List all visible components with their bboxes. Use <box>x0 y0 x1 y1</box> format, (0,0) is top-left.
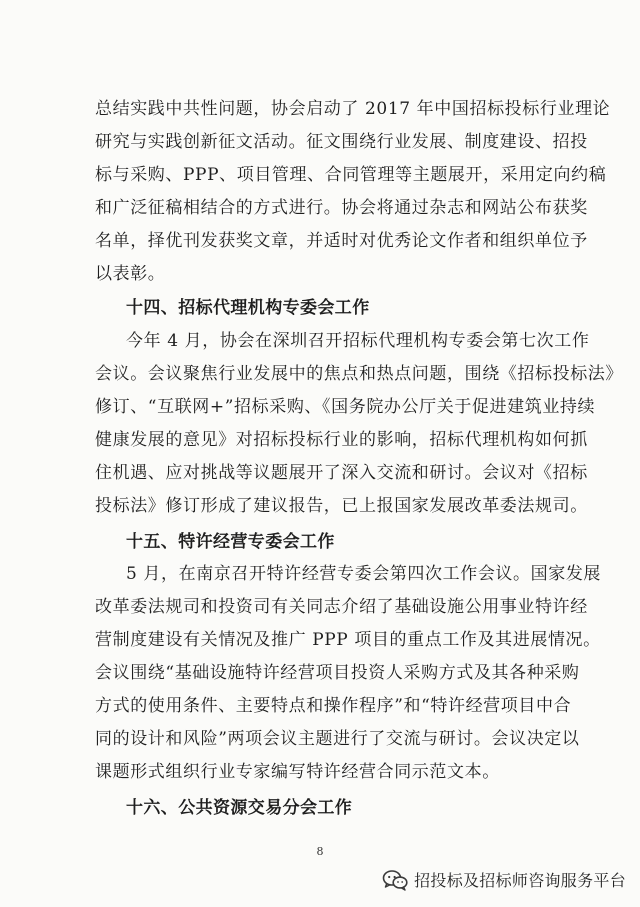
paragraph-line: 5 月，在南京召开特许经营专委会第四次工作会议。国家发展 <box>126 564 602 584</box>
paragraph-line: 以表彰。 <box>95 264 166 284</box>
section-heading: 十四、招标代理机构专委会工作 <box>126 298 370 318</box>
paragraph-line: 今年 4 月，协会在深圳召开招标代理机构专委会第七次工作 <box>126 331 590 351</box>
paragraph-line: 营制度建设有关情况及推广 PPP 项目的重点工作及其进展情况。 <box>95 630 601 650</box>
paragraph-line: 健康发展的意见》对招标投标行业的影响，招标代理机构如何抓 <box>95 430 588 450</box>
paragraph-line: 会议。会议聚焦行业发展中的焦点和热点问题，围绕《招标投标法》 <box>95 364 623 384</box>
paragraph-line: 会议围绕“基础设施特许经营项目投资人采购方式及其各种采购 <box>95 663 580 683</box>
paragraph-line: 标与采购、PPP、项目管理、合同管理等主题展开，采用定向约稿 <box>95 165 607 185</box>
paragraph-line: 方式的使用条件、主要特点和操作程序”和“特许经营项目中合 <box>95 696 572 716</box>
paragraph-line: 同的设计和风险”两项会议主题进行了交流与研讨。会议决定以 <box>95 729 580 749</box>
wechat-account-name: 招投标及招标师咨询服务平台 <box>414 871 626 890</box>
wechat-account-watermark <box>382 868 626 891</box>
paragraph-line: 研究与实践创新征文活动。征文围绕行业发展、制度建设、招投 <box>95 132 588 152</box>
paragraph-line: 住机遇、应对挑战等议题展开了深入交流和研讨。会议对《招标 <box>95 463 588 483</box>
section-heading: 十五、特许经营专委会工作 <box>126 532 335 552</box>
page-number: 8 <box>316 845 324 858</box>
paragraph-line: 和广泛征稿相结合的方式进行。协会将通过杂志和网站公布获奖 <box>95 198 588 218</box>
paragraph-line: 改革委法规司和投资司有关同志介绍了基础设施公用事业特许经 <box>95 597 588 617</box>
paragraph-line: 名单，择优刊发获奖文章，并适时对优秀论文作者和组织单位予 <box>95 231 588 251</box>
wechat-icon <box>382 869 408 891</box>
paragraph-line: 修订、“互联网+”招标采购、《国务院办公厅关于促进建筑业持续 <box>95 397 596 417</box>
paragraph-line: 课题形式组织行业专家编写特许经营合同示范文本。 <box>95 762 500 782</box>
section-heading: 十六、公共资源交易分会工作 <box>126 798 353 818</box>
paragraph-line: 总结实践中共性问题，协会启动了 2017 年中国招标投标行业理论 <box>95 99 611 119</box>
paragraph-line: 投标法》修订形成了建议报告，已上报国家发展改革委法规司。 <box>95 496 588 516</box>
